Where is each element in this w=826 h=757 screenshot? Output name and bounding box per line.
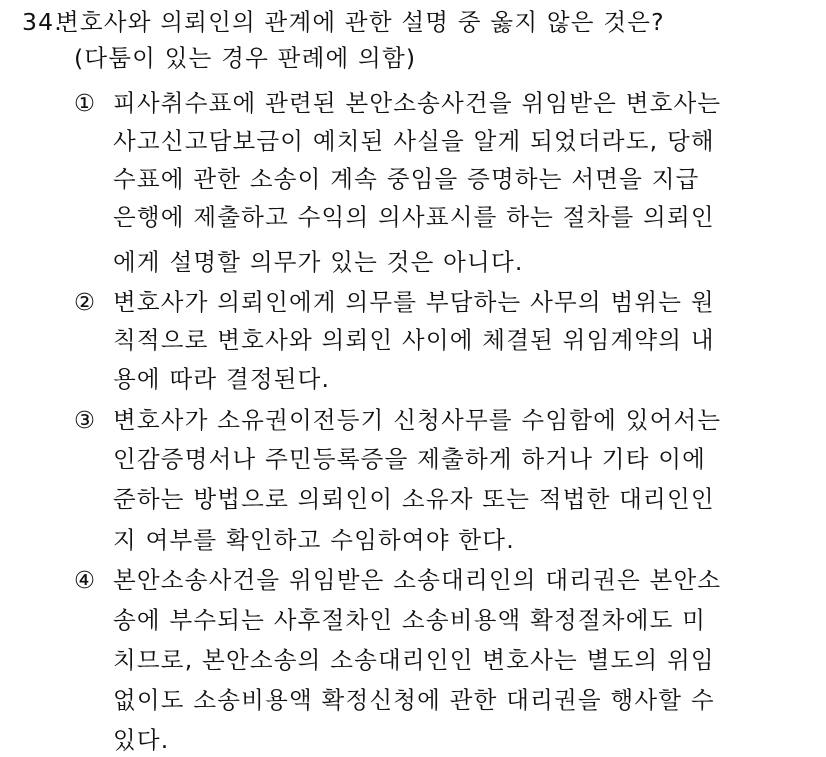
- question-stem: 변호사와 의뢰인의 관계에 관한 설명 중 옳지 않은 것은?: [56, 8, 665, 36]
- option-2-line: 칙적으로 변호사와 의뢰인 사이에 체결된 위임계약의 내: [113, 326, 715, 354]
- option-4-line: 치므로, 본안소송의 소송대리인인 변호사는 별도의 위임: [113, 646, 715, 674]
- option-1-line: 은행에 제출하고 수익의 의사표시를 하는 절차를 의뢰인: [113, 203, 715, 231]
- option-2-line: 변호사가 의뢰인에게 의무를 부담하는 사무의 범위는 원: [113, 288, 715, 316]
- option-4-line: 송에 부수되는 사후절차인 소송비용액 확정절차에도 미: [113, 606, 707, 634]
- option-3-line: 변호사가 소유권이전등기 신청사무를 수임함에 있어서는: [113, 406, 722, 434]
- option-2-line: 용에 따라 결정된다.: [113, 365, 331, 393]
- option-3-line: 인감증명서나 주민등록증을 제출하게 하거나 기타 이에: [113, 445, 707, 473]
- option-1-mark: ①: [74, 89, 97, 117]
- option-2-mark: ②: [74, 288, 97, 316]
- question-number: 34.: [22, 8, 63, 36]
- option-3-mark: ③: [74, 406, 97, 434]
- option-4-line: 없이도 소송비용액 확정신청에 관한 대리권을 행사할 수: [113, 686, 715, 714]
- option-1-line: 사고신고담보금이 예치된 사실을 알게 되었더라도, 당해: [113, 127, 715, 155]
- option-3-line: 준하는 방법으로 의뢰인이 소유자 또는 적법한 대리인인: [113, 485, 715, 513]
- option-4-mark: ④: [74, 566, 97, 594]
- option-4-line: 있다.: [113, 726, 170, 754]
- option-3-line: 지 여부를 확인하고 수임하여야 한다.: [113, 526, 515, 554]
- option-1-line: 에게 설명할 의무가 있는 것은 아니다.: [113, 248, 524, 276]
- option-1-line: 수표에 관한 소송이 계속 중임을 증명하는 서면을 지급: [113, 165, 700, 193]
- question-note: (다툼이 있는 경우 판례에 의함): [74, 44, 417, 72]
- option-4-line: 본안소송사건을 위임받은 소송대리인의 대리권은 본안소: [113, 566, 722, 594]
- option-1-line: 피사취수표에 관련된 본안소송사건을 위임받은 변호사는: [113, 89, 722, 117]
